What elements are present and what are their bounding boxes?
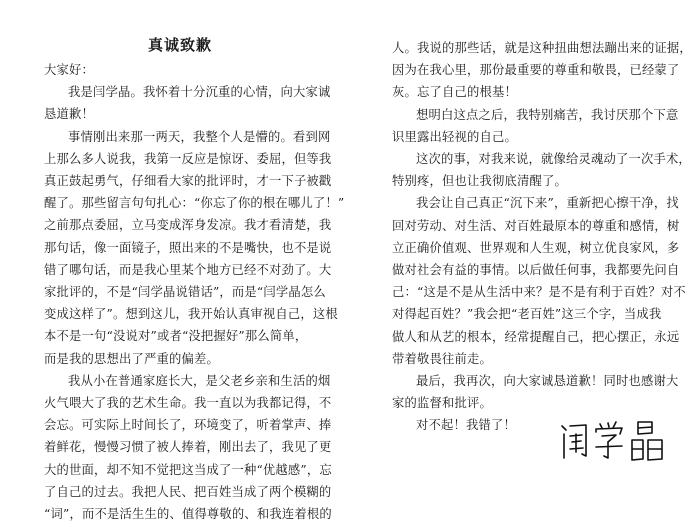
text-line: 识里露出轻视的自己。: [392, 129, 517, 144]
text-line: 大家好：: [44, 63, 94, 77]
text-line: 本不是一句“没说对”或者“没把握好”那么简单，: [44, 329, 308, 344]
text-line: 己：“这是不是从生活中来？是不是有利于百姓？对不: [392, 285, 686, 300]
text-line: 我是闫学晶。我怀着十分沉重的心情，向大家诚: [68, 85, 331, 100]
text-line: 之前那点委屈，立马变成浑身发凉。我才看清楚，我: [44, 218, 332, 233]
text-line: 立正确价值观、世界观和人生观，树立优良家风，多: [392, 240, 680, 255]
text-line: 变成这样了”。想到这儿，我开始认真审视自己，这根: [44, 307, 338, 322]
page-title: 真诚致歉: [147, 36, 212, 54]
text-line: 对不起！我错了！: [416, 418, 516, 433]
text-line: 灰。忘了自己的根基！: [392, 85, 517, 100]
text-line: 我会让自己真正“沉下来”，重新把心擦干净，找: [416, 196, 679, 211]
text-line: 真正鼓起勇气，仔细看大家的批评时，才一下子被戳: [44, 174, 332, 188]
text-line: 着鲜花，慢慢习惯了被人捧着，刚出去了，我见了更: [44, 440, 332, 455]
text-line: 火气喂大了我的艺术生命。我一直以为我都记得，不: [44, 396, 332, 410]
text-line: 带着敬畏往前走。: [392, 351, 492, 366]
text-line: “词”，而不是活生生的、值得尊敬的、和我连着根的: [44, 507, 332, 521]
text-line: 家的监督和批评。: [392, 396, 492, 411]
text-line: 家批评的，不是“闫学晶说错话”，而是“闫学晶怎么: [44, 285, 326, 299]
text-line: 我从小在普通家庭长大，是父老乡亲和生活的烟: [68, 373, 331, 388]
text-line: 这次的事，对我来说，就像给灵魂动了一次手术，: [416, 152, 691, 166]
text-line: 特别疼，但也让我彻底清醒了。: [392, 174, 567, 189]
text-line: 做人和从艺的根本，经常提醒自己，把心摆正，永远: [392, 329, 680, 344]
text-line: 而是我的思想出了严重的偏差。: [44, 351, 219, 366]
text-line: 会忘。可实际上时间长了，环境变了，听着掌声、捧: [44, 418, 332, 433]
text-line: 恳道歉！: [44, 107, 94, 122]
text-line: 醒了。那些留言句句扎心：“你忘了你的根在哪儿了！”: [44, 196, 345, 211]
text-line: 那句话，像一面镜子，照出来的不是嘴快，也不是说: [44, 240, 332, 255]
text-line: 了自己的过去。我把人民、把百姓当成了两个模糊的: [44, 484, 332, 499]
text-line: 人。我说的那些话，就是这种扭曲想法蹦出来的证据，: [392, 41, 692, 55]
text-line: 事情刚出来那一两天，我整个人是懵的。看到网: [68, 129, 331, 144]
text-line: 因为在我心里，那份最重要的尊重和敬畏，已经蒙了: [392, 63, 680, 78]
text-line: 对得起百姓？”我会把“老百姓”这三个字，当成我: [392, 307, 662, 322]
text-line: 大的世面，却不知不觉把这当成了一种“优越感”，忘: [44, 462, 332, 477]
text-line: 做对社会有益的事情。以后做任何事，我都要先问自: [392, 263, 680, 277]
handwritten-signature: [556, 416, 676, 466]
text-line: 错了哪句话，而是我心里某个地方已经不对劲了。大: [44, 262, 332, 277]
text-line: 最后，我再次，向大家诚恳道歉！同时也感谢大: [416, 374, 679, 388]
text-line: 上那么多人说我，我第一反应是惊讶、委屈，但等我: [44, 151, 332, 166]
text-line: 想明白这点之后，我特别痛苦，我讨厌那个下意: [416, 107, 679, 122]
text-line: 回对劳动、对生活、对百姓最原本的尊重和感情，树: [392, 218, 680, 233]
